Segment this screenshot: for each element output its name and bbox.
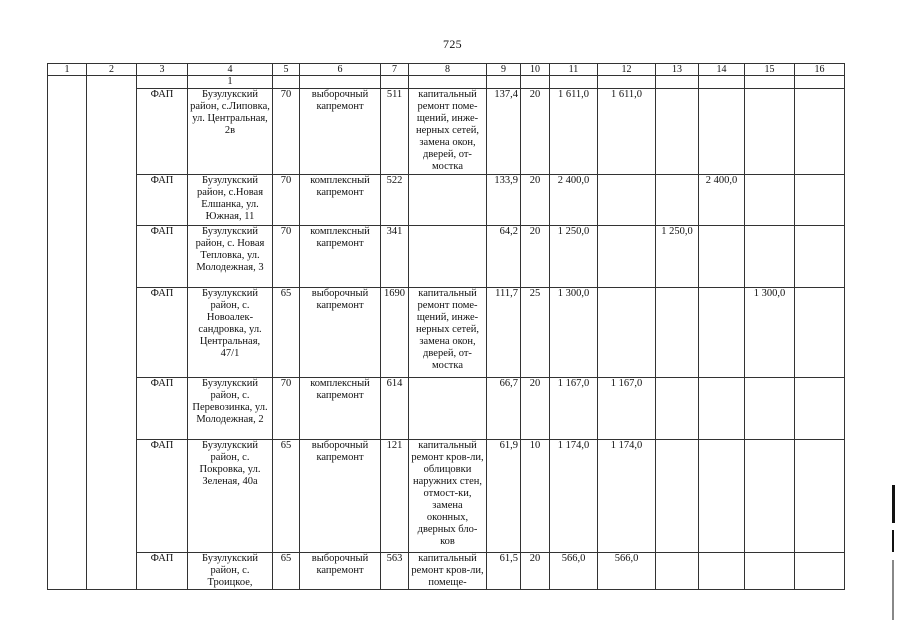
works-description: капитальный ремонт поме-щений, инже-нерных сетей, замена окон, дверей, от-мостка [409,89,487,175]
facility-address: Бузулукский район, с. Покровка, ул. Зеленая, 40а [188,440,273,553]
column-number: 5 [273,64,300,76]
column-number: 8 [409,64,487,76]
facility-type: ФАП [137,440,188,553]
cost-year-3: 2 400,0 [699,175,745,226]
column-number: 6 [300,64,381,76]
total-cost: 2 400,0 [550,175,598,226]
scan-mark [892,560,894,620]
area: 133,9 [487,175,521,226]
column-number: 9 [487,64,521,76]
population: 1690 [381,288,409,378]
works-description [409,226,487,288]
cost-year-3 [699,89,745,175]
facility-type: ФАП [137,226,188,288]
wear-percent: 70 [273,226,300,288]
cost-year-5 [795,175,845,226]
table-row [48,553,845,590]
cost-year-2 [656,553,699,590]
cost-year-3 [699,553,745,590]
total-cost: 1 250,0 [550,226,598,288]
scan-mark [892,530,894,552]
cost-year-4 [745,89,795,175]
cost-year-4 [745,553,795,590]
population: 121 [381,440,409,553]
area: 66,7 [487,378,521,440]
column-number: 11 [550,64,598,76]
cost-year-5 [795,378,845,440]
empty-cell [137,76,188,89]
cost-year-5 [795,553,845,590]
works-description: капитальный ремонт кров-ли, облицовки наружних стен, отмост-ки, замена оконных, дверных бло-ков [409,440,487,553]
facility-type: ФАП [137,288,188,378]
wear-percent: 65 [273,440,300,553]
repair-type: выборочный капремонт [300,553,381,590]
cost-year-1: 1 611,0 [598,89,656,175]
term: 10 [521,440,550,553]
cost-year-2 [656,288,699,378]
cost-year-1 [598,175,656,226]
cost-year-4 [745,440,795,553]
facility-type: ФАП [137,378,188,440]
scan-mark [892,485,895,523]
repair-type: комплексный капремонт [300,378,381,440]
term: 20 [521,553,550,590]
cost-year-4: 1 300,0 [745,288,795,378]
population: 563 [381,553,409,590]
cost-year-5 [795,226,845,288]
cost-year-1: 1 174,0 [598,440,656,553]
column-number: 13 [656,64,699,76]
total-cost: 1 167,0 [550,378,598,440]
table-row [48,175,845,226]
wear-percent: 70 [273,378,300,440]
facility-address: Бузулукский район, с.Новая Елшанка, ул. Южная, 11 [188,175,273,226]
facility-address: Бузулукский район, с. Перевозинка, ул. Молодежная, 2 [188,378,273,440]
facility-type: ФАП [137,553,188,590]
total-cost: 1 611,0 [550,89,598,175]
cost-year-3 [699,378,745,440]
term: 20 [521,175,550,226]
cost-year-1: 566,0 [598,553,656,590]
column-number: 16 [795,64,845,76]
column-number: 14 [699,64,745,76]
cost-year-4 [745,175,795,226]
cost-year-2 [656,89,699,175]
cost-year-2 [656,378,699,440]
facilities-table [47,63,845,590]
column-number: 12 [598,64,656,76]
facility-type: ФАП [137,175,188,226]
cost-year-3 [699,226,745,288]
column-number: 10 [521,64,550,76]
page-number: 725 [443,37,462,51]
column-number: 4 [188,64,273,76]
cost-year-5 [795,288,845,378]
table-row [48,288,845,378]
table-row [48,89,845,175]
facility-address: Бузулукский район, с. Троицкое, [188,553,273,590]
cost-year-1: 1 167,0 [598,378,656,440]
repair-type: выборочный капремонт [300,440,381,553]
term: 25 [521,288,550,378]
wear-percent: 65 [273,553,300,590]
population: 614 [381,378,409,440]
facility-address: Бузулукский район, с. Новая Тепловка, ул. Молодежная, 3 [188,226,273,288]
column-number: 3 [137,64,188,76]
repair-type: выборочный капремонт [300,288,381,378]
term: 20 [521,89,550,175]
table-row [48,440,845,553]
total-cost: 566,0 [550,553,598,590]
repair-type: комплексный капремонт [300,226,381,288]
cost-year-2 [656,175,699,226]
works-description [409,175,487,226]
cost-year-1 [598,288,656,378]
cost-year-3 [699,288,745,378]
cost-year-1 [598,226,656,288]
cost-year-4 [745,226,795,288]
table-row [48,226,845,288]
column-number-row [48,64,845,76]
area: 61,9 [487,440,521,553]
population: 522 [381,175,409,226]
column-number: 15 [745,64,795,76]
cost-year-3 [699,440,745,553]
area: 137,4 [487,89,521,175]
row-number-cell [48,76,87,590]
facility-address: Бузулукский район, с.Липовка, ул. Центральная, 2в [188,89,273,175]
area: 61,5 [487,553,521,590]
table-row [48,378,845,440]
repair-type: выборочный капремонт [300,89,381,175]
program-cell [87,76,137,590]
wear-percent: 65 [273,288,300,378]
column-number: 7 [381,64,409,76]
wear-percent: 70 [273,89,300,175]
repair-type: комплексный капремонт [300,175,381,226]
cost-year-2 [656,440,699,553]
cost-year-2: 1 250,0 [656,226,699,288]
facility-address: Бузулукский район, с. Новоалек-сандровка, ул. Центральная, 47/1 [188,288,273,378]
wear-percent: 70 [273,175,300,226]
term: 20 [521,226,550,288]
population: 341 [381,226,409,288]
cost-year-5 [795,89,845,175]
term: 20 [521,378,550,440]
cost-year-4 [745,378,795,440]
works-description: капитальный ремонт кров-ли, помеще- [409,553,487,590]
cost-year-5 [795,440,845,553]
continuation-row [48,76,845,89]
column-number: 1 [48,64,87,76]
area: 64,2 [487,226,521,288]
total-cost: 1 300,0 [550,288,598,378]
continuation-number: 1 [188,76,273,89]
works-description: капитальный ремонт поме-щений, инже-нерных сетей, замена окон, дверей, от-мостка [409,288,487,378]
total-cost: 1 174,0 [550,440,598,553]
area: 111,7 [487,288,521,378]
population: 511 [381,89,409,175]
column-number: 2 [87,64,137,76]
facility-type: ФАП [137,89,188,175]
works-description [409,378,487,440]
